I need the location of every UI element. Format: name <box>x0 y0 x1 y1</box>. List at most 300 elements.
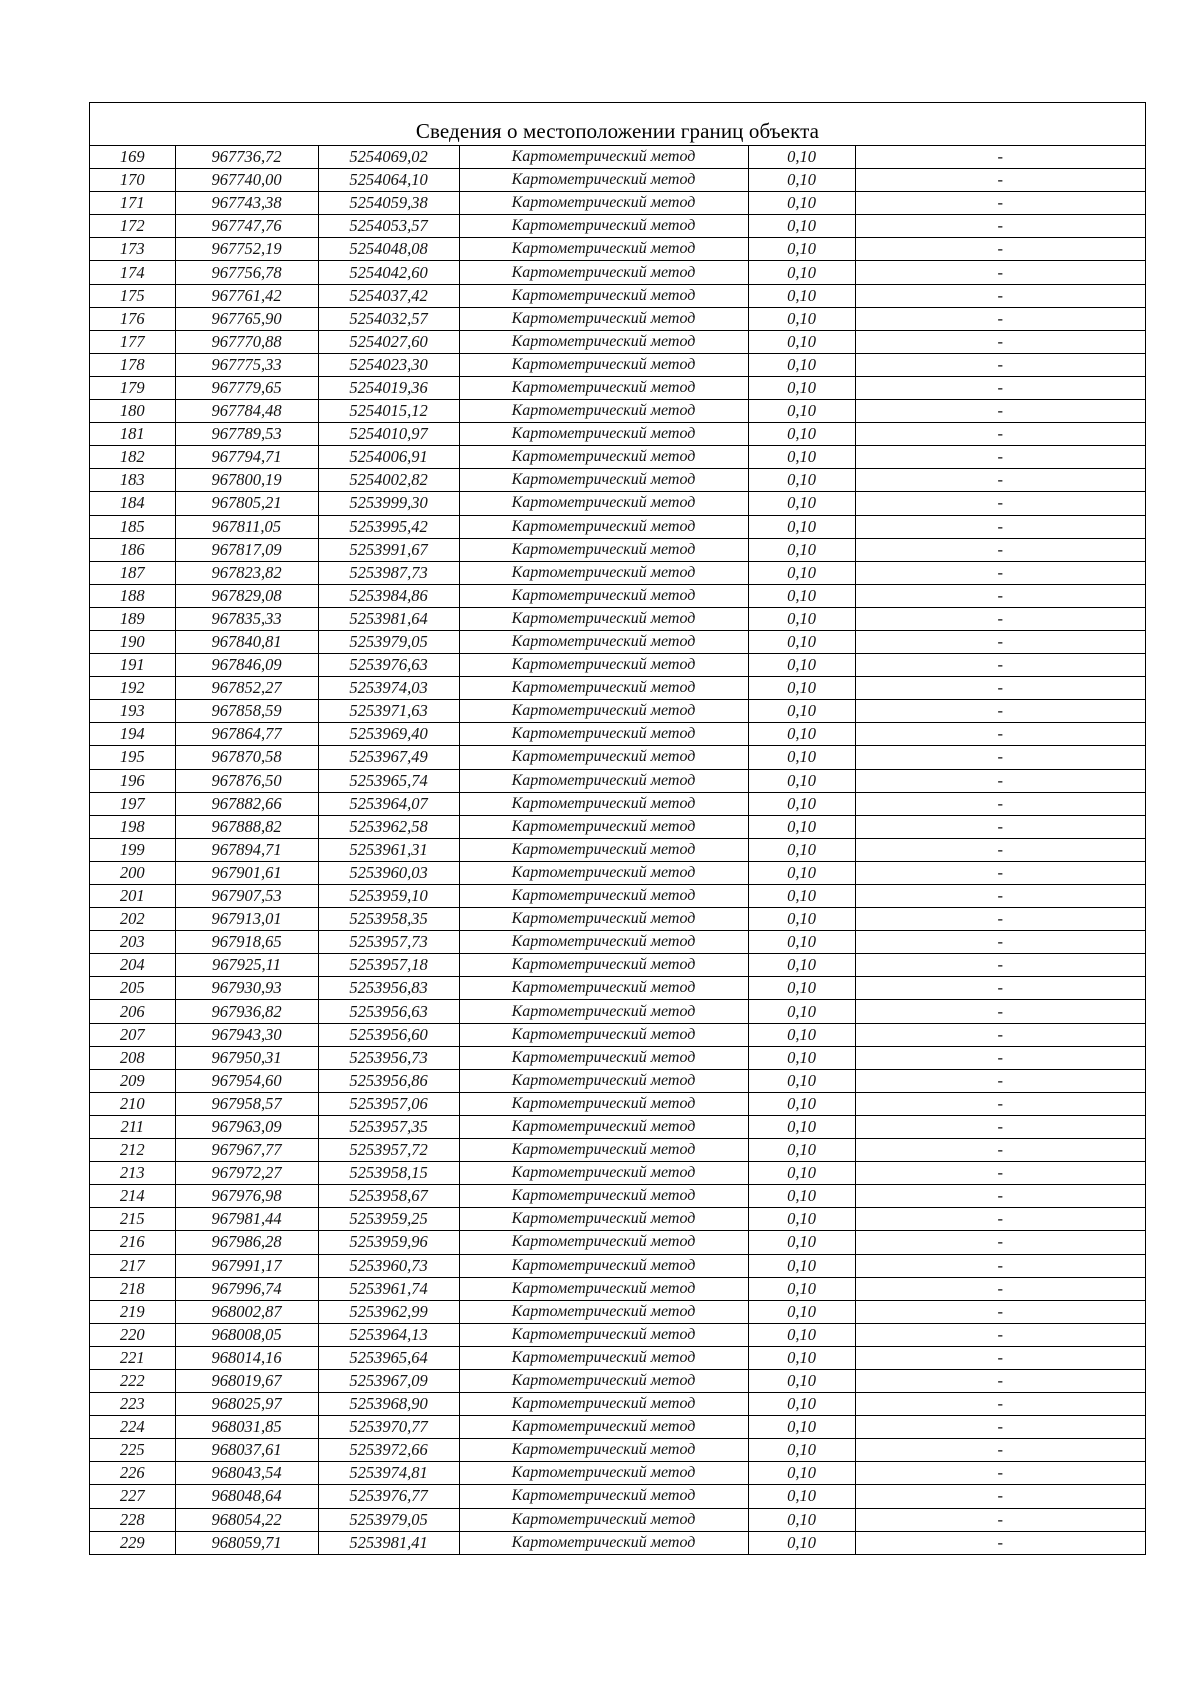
table-row <box>90 1277 1145 1300</box>
point-number-cell: 215 <box>90 1208 175 1231</box>
method-cell: Картометрический метод <box>459 769 748 792</box>
method-cell: Картометрический метод <box>459 792 748 815</box>
boundary-points-table <box>90 146 1145 1554</box>
accuracy-cell: 0,10 <box>748 1485 855 1508</box>
table-row <box>90 215 1145 238</box>
accuracy-cell: 0,10 <box>748 515 855 538</box>
y-coordinate-cell: 5253964,07 <box>318 792 459 815</box>
description-cell: - <box>855 792 1145 815</box>
method-cell: Картометрический метод <box>459 1023 748 1046</box>
point-number-cell: 178 <box>90 353 175 376</box>
x-coordinate-cell: 967740,00 <box>175 169 318 192</box>
accuracy-cell: 0,10 <box>748 376 855 399</box>
x-coordinate-cell: 968019,67 <box>175 1369 318 1392</box>
point-number-cell: 204 <box>90 954 175 977</box>
point-number-cell: 222 <box>90 1369 175 1392</box>
point-number-cell: 181 <box>90 423 175 446</box>
method-cell: Картометрический метод <box>459 330 748 353</box>
boundary-table-frame <box>89 102 1146 1555</box>
method-cell: Картометрический метод <box>459 723 748 746</box>
x-coordinate-cell: 967950,31 <box>175 1046 318 1069</box>
method-cell: Картометрический метод <box>459 400 748 423</box>
table-row <box>90 815 1145 838</box>
table-row <box>90 1162 1145 1185</box>
y-coordinate-cell: 5253971,63 <box>318 700 459 723</box>
method-cell: Картометрический метод <box>459 353 748 376</box>
point-number-cell: 188 <box>90 584 175 607</box>
table-row <box>90 1231 1145 1254</box>
point-number-cell: 191 <box>90 654 175 677</box>
description-cell: - <box>855 1300 1145 1323</box>
accuracy-cell: 0,10 <box>748 1508 855 1531</box>
description-cell: - <box>855 1208 1145 1231</box>
accuracy-cell: 0,10 <box>748 1416 855 1439</box>
method-cell: Картометрический метод <box>459 1369 748 1392</box>
y-coordinate-cell: 5253976,77 <box>318 1485 459 1508</box>
accuracy-cell: 0,10 <box>748 792 855 815</box>
table-body <box>90 146 1145 1554</box>
table-row <box>90 861 1145 884</box>
table-row <box>90 1208 1145 1231</box>
accuracy-cell: 0,10 <box>748 1369 855 1392</box>
y-coordinate-cell: 5253961,74 <box>318 1277 459 1300</box>
y-coordinate-cell: 5254019,36 <box>318 376 459 399</box>
point-number-cell: 200 <box>90 861 175 884</box>
method-cell: Картометрический метод <box>459 1323 748 1346</box>
table-row <box>90 353 1145 376</box>
point-number-cell: 219 <box>90 1300 175 1323</box>
y-coordinate-cell: 5253961,31 <box>318 838 459 861</box>
table-row <box>90 515 1145 538</box>
x-coordinate-cell: 967870,58 <box>175 746 318 769</box>
table-row <box>90 769 1145 792</box>
description-cell: - <box>855 700 1145 723</box>
table-row <box>90 1531 1145 1554</box>
accuracy-cell: 0,10 <box>748 1023 855 1046</box>
y-coordinate-cell: 5253965,74 <box>318 769 459 792</box>
method-cell: Картометрический метод <box>459 1046 748 1069</box>
description-cell: - <box>855 977 1145 1000</box>
x-coordinate-cell: 967794,71 <box>175 446 318 469</box>
description-cell: - <box>855 607 1145 630</box>
point-number-cell: 218 <box>90 1277 175 1300</box>
x-coordinate-cell: 967756,78 <box>175 261 318 284</box>
x-coordinate-cell: 967894,71 <box>175 838 318 861</box>
table-row <box>90 423 1145 446</box>
y-coordinate-cell: 5254006,91 <box>318 446 459 469</box>
table-row <box>90 954 1145 977</box>
table-row <box>90 723 1145 746</box>
method-cell: Картометрический метод <box>459 515 748 538</box>
x-coordinate-cell: 967743,38 <box>175 192 318 215</box>
accuracy-cell: 0,10 <box>748 1439 855 1462</box>
accuracy-cell: 0,10 <box>748 1046 855 1069</box>
point-number-cell: 209 <box>90 1069 175 1092</box>
x-coordinate-cell: 967996,74 <box>175 1277 318 1300</box>
table-row <box>90 654 1145 677</box>
point-number-cell: 184 <box>90 492 175 515</box>
accuracy-cell: 0,10 <box>748 677 855 700</box>
x-coordinate-cell: 967823,82 <box>175 561 318 584</box>
table-row <box>90 261 1145 284</box>
point-number-cell: 189 <box>90 607 175 630</box>
x-coordinate-cell: 967986,28 <box>175 1231 318 1254</box>
description-cell: - <box>997 1532 1003 1552</box>
x-coordinate-cell: 968002,87 <box>175 1300 318 1323</box>
point-number-cell: 205 <box>90 977 175 1000</box>
point-number-cell: 194 <box>90 723 175 746</box>
description-cell: - <box>855 584 1145 607</box>
point-number-cell: 196 <box>90 769 175 792</box>
x-coordinate-cell: 967752,19 <box>175 238 318 261</box>
description-cell: - <box>855 1069 1145 1092</box>
x-coordinate-cell: 968031,85 <box>175 1416 318 1439</box>
y-coordinate-cell: 5253956,83 <box>318 977 459 1000</box>
x-coordinate-cell: 967972,27 <box>175 1162 318 1185</box>
y-coordinate-cell: 5254053,57 <box>318 215 459 238</box>
description-cell: - <box>855 1162 1145 1185</box>
y-coordinate-cell: 5254037,42 <box>318 284 459 307</box>
x-coordinate-cell: 968014,16 <box>175 1346 318 1369</box>
accuracy-cell: 0,10 <box>748 492 855 515</box>
table-row <box>90 446 1145 469</box>
accuracy-cell: 0,10 <box>748 1254 855 1277</box>
method-cell: Картометрический метод <box>459 885 748 908</box>
table-row <box>90 908 1145 931</box>
table-row <box>90 307 1145 330</box>
y-coordinate-cell: 5253967,49 <box>318 746 459 769</box>
table-row <box>90 607 1145 630</box>
table-row <box>90 1092 1145 1115</box>
point-number-cell: 216 <box>90 1231 175 1254</box>
description-cell: - <box>855 954 1145 977</box>
description-cell: - <box>855 1092 1145 1115</box>
description-cell: - <box>855 1485 1145 1508</box>
x-coordinate-cell: 967930,93 <box>175 977 318 1000</box>
point-number-cell: 169 <box>90 146 175 169</box>
accuracy-cell: 0,10 <box>748 215 855 238</box>
point-number-cell: 229 <box>90 1531 175 1554</box>
y-coordinate-cell: 5253956,63 <box>318 1000 459 1023</box>
accuracy-cell: 0,10 <box>748 538 855 561</box>
y-coordinate-cell: 5253958,15 <box>318 1162 459 1185</box>
accuracy-cell: 0,10 <box>748 746 855 769</box>
method-cell: Картометрический метод <box>459 261 748 284</box>
table-row <box>90 1185 1145 1208</box>
method-cell: Картометрический метод <box>459 538 748 561</box>
table-row <box>90 792 1145 815</box>
accuracy-cell: 0,10 <box>748 169 855 192</box>
method-cell: Картометрический метод <box>459 1416 748 1439</box>
point-number-cell: 202 <box>90 908 175 931</box>
method-cell: Картометрический метод <box>459 1485 748 1508</box>
accuracy-cell: 0,10 <box>748 838 855 861</box>
accuracy-cell: 0,10 <box>748 885 855 908</box>
y-coordinate-cell: 5253958,35 <box>318 908 459 931</box>
method-cell: Картометрический метод <box>459 1115 748 1138</box>
accuracy-cell: 0,10 <box>748 1323 855 1346</box>
description-cell: - <box>855 1185 1145 1208</box>
method-cell: Картометрический метод <box>459 1346 748 1369</box>
method-cell: Картометрический метод <box>459 1277 748 1300</box>
description-cell: - <box>855 723 1145 746</box>
y-coordinate-cell: 5253956,86 <box>318 1069 459 1092</box>
description-cell: - <box>855 215 1145 238</box>
point-number-cell: 212 <box>90 1139 175 1162</box>
x-coordinate-cell: 967882,66 <box>175 792 318 815</box>
x-coordinate-cell: 968008,05 <box>175 1323 318 1346</box>
accuracy-cell: 0,10 <box>748 1208 855 1231</box>
table-row <box>90 931 1145 954</box>
y-coordinate-cell: 5253957,72 <box>318 1139 459 1162</box>
table-row <box>90 700 1145 723</box>
y-coordinate-cell: 5253956,60 <box>318 1023 459 1046</box>
point-number-cell: 186 <box>90 538 175 561</box>
accuracy-cell: 0,10 <box>748 400 855 423</box>
y-coordinate-cell: 5253964,13 <box>318 1323 459 1346</box>
x-coordinate-cell: 967876,50 <box>175 769 318 792</box>
point-number-cell: 220 <box>90 1323 175 1346</box>
accuracy-cell: 0,10 <box>748 815 855 838</box>
point-number-cell: 203 <box>90 931 175 954</box>
method-cell: Картометрический метод <box>459 1208 748 1231</box>
method-cell: Картометрический метод <box>459 954 748 977</box>
table-row <box>90 584 1145 607</box>
table-row <box>90 1139 1145 1162</box>
description-cell: - <box>855 538 1145 561</box>
x-coordinate-cell: 967829,08 <box>175 584 318 607</box>
accuracy-cell: 0,10 <box>748 1531 855 1554</box>
y-coordinate-cell: 5253962,58 <box>318 815 459 838</box>
y-coordinate-cell: 5254042,60 <box>318 261 459 284</box>
accuracy-cell: 0,10 <box>748 192 855 215</box>
description-cell: - <box>855 1023 1145 1046</box>
description-cell: - <box>855 446 1145 469</box>
method-cell: Картометрический метод <box>459 423 748 446</box>
point-number-cell: 201 <box>90 885 175 908</box>
description-cell: - <box>855 908 1145 931</box>
y-coordinate-cell: 5254002,82 <box>318 469 459 492</box>
accuracy-cell: 0,10 <box>748 769 855 792</box>
accuracy-cell: 0,10 <box>748 1277 855 1300</box>
description-cell: - <box>855 1277 1145 1300</box>
x-coordinate-cell: 967943,30 <box>175 1023 318 1046</box>
y-coordinate-cell: 5253959,96 <box>318 1231 459 1254</box>
x-coordinate-cell: 967765,90 <box>175 307 318 330</box>
table-row <box>90 1439 1145 1462</box>
method-cell: Картометрический метод <box>459 469 748 492</box>
point-number-cell: 193 <box>90 700 175 723</box>
y-coordinate-cell: 5253957,73 <box>318 931 459 954</box>
table-row <box>90 630 1145 653</box>
table-row <box>90 561 1145 584</box>
table-row <box>90 1323 1145 1346</box>
accuracy-cell: 0,10 <box>748 861 855 884</box>
y-coordinate-cell: 5254015,12 <box>318 400 459 423</box>
description-cell: - <box>855 769 1145 792</box>
x-coordinate-cell: 967981,44 <box>175 1208 318 1231</box>
accuracy-cell: 0,10 <box>748 238 855 261</box>
description-cell: - <box>855 561 1145 584</box>
description-cell: - <box>855 238 1145 261</box>
method-cell: Картометрический метод <box>459 1162 748 1185</box>
table-row <box>90 1115 1145 1138</box>
y-coordinate-cell: 5253967,09 <box>318 1369 459 1392</box>
x-coordinate-cell: 967846,09 <box>175 654 318 677</box>
method-cell: Картометрический метод <box>459 815 748 838</box>
point-number-cell: 225 <box>90 1439 175 1462</box>
description-cell: - <box>855 1000 1145 1023</box>
description-cell: - <box>855 1346 1145 1369</box>
description-cell: - <box>855 885 1145 908</box>
y-coordinate-cell: 5254064,10 <box>318 169 459 192</box>
x-coordinate-cell: 967800,19 <box>175 469 318 492</box>
table-row <box>90 1346 1145 1369</box>
y-coordinate-cell: 5254069,02 <box>318 146 459 169</box>
method-cell: Картометрический метод <box>459 1139 748 1162</box>
accuracy-cell: 0,10 <box>748 446 855 469</box>
accuracy-cell: 0,10 <box>748 1185 855 1208</box>
x-coordinate-cell: 967840,81 <box>175 630 318 653</box>
accuracy-cell: 0,10 <box>748 1000 855 1023</box>
accuracy-cell: 0,10 <box>748 1162 855 1185</box>
x-coordinate-cell: 967779,65 <box>175 376 318 399</box>
y-coordinate-cell: 5254027,60 <box>318 330 459 353</box>
table-row <box>90 400 1145 423</box>
point-number-cell: 195 <box>90 746 175 769</box>
x-coordinate-cell: 967963,09 <box>175 1115 318 1138</box>
table-row <box>90 1300 1145 1323</box>
accuracy-cell: 0,10 <box>748 654 855 677</box>
y-coordinate-cell: 5253956,73 <box>318 1046 459 1069</box>
description-cell: - <box>855 931 1145 954</box>
accuracy-cell: 0,10 <box>748 1346 855 1369</box>
description-cell: - <box>855 1439 1145 1462</box>
point-number-cell: 211 <box>90 1115 175 1138</box>
accuracy-cell: 0,10 <box>748 561 855 584</box>
y-coordinate-cell: 5253958,67 <box>318 1185 459 1208</box>
description-cell: - <box>855 838 1145 861</box>
x-coordinate-cell: 967936,82 <box>175 1000 318 1023</box>
point-number-cell: 172 <box>90 215 175 238</box>
x-coordinate-cell: 967789,53 <box>175 423 318 446</box>
method-cell: Картометрический метод <box>459 169 748 192</box>
point-number-cell: 207 <box>90 1023 175 1046</box>
y-coordinate-cell: 5253960,03 <box>318 861 459 884</box>
table-row <box>90 284 1145 307</box>
description-cell: - <box>855 192 1145 215</box>
accuracy-cell: 0,10 <box>748 607 855 630</box>
x-coordinate-cell: 968054,22 <box>175 1508 318 1531</box>
x-coordinate-cell: 967864,77 <box>175 723 318 746</box>
method-cell: Картометрический метод <box>459 1393 748 1416</box>
accuracy-cell: 0,10 <box>748 261 855 284</box>
description-cell: - <box>855 261 1145 284</box>
point-number-cell: 227 <box>90 1485 175 1508</box>
point-number-cell: 198 <box>90 815 175 838</box>
table-row <box>90 146 1145 169</box>
accuracy-cell: 0,10 <box>748 1092 855 1115</box>
method-cell: Картометрический метод <box>459 677 748 700</box>
y-coordinate-cell: 5254023,30 <box>318 353 459 376</box>
accuracy-cell: 0,10 <box>748 1069 855 1092</box>
description-cell: - <box>855 376 1145 399</box>
x-coordinate-cell: 967835,33 <box>175 607 318 630</box>
description-cell: - <box>855 746 1145 769</box>
x-coordinate-cell: 967907,53 <box>175 885 318 908</box>
y-coordinate-cell: 5253968,90 <box>318 1393 459 1416</box>
point-number-cell: 180 <box>90 400 175 423</box>
method-cell: Картометрический метод <box>459 561 748 584</box>
accuracy-cell: 0,10 <box>748 931 855 954</box>
description-cell: - <box>855 1231 1145 1254</box>
y-coordinate-cell: 5253976,63 <box>318 654 459 677</box>
accuracy-cell: 0,10 <box>748 1462 855 1485</box>
x-coordinate-cell: 967918,65 <box>175 931 318 954</box>
point-number-cell: 183 <box>90 469 175 492</box>
description-cell: - <box>855 400 1145 423</box>
x-coordinate-cell: 967967,77 <box>175 1139 318 1162</box>
description-cell: - <box>855 330 1145 353</box>
x-coordinate-cell: 967747,76 <box>175 215 318 238</box>
point-number-cell: 185 <box>90 515 175 538</box>
point-number-cell: 217 <box>90 1254 175 1277</box>
accuracy-cell: 0,10 <box>748 423 855 446</box>
accuracy-cell: 0,10 <box>748 353 855 376</box>
point-number-cell: 171 <box>90 192 175 215</box>
point-number-cell: 210 <box>90 1092 175 1115</box>
description-cell: - <box>855 1416 1145 1439</box>
accuracy-cell: 0,10 <box>748 1115 855 1138</box>
point-number-cell: 182 <box>90 446 175 469</box>
point-number-cell: 179 <box>90 376 175 399</box>
y-coordinate-cell: 5253957,35 <box>318 1115 459 1138</box>
y-coordinate-cell: 5254010,97 <box>318 423 459 446</box>
y-coordinate-cell: 5253969,40 <box>318 723 459 746</box>
table-row <box>90 238 1145 261</box>
description-cell: - <box>855 1046 1145 1069</box>
point-number-cell: 175 <box>90 284 175 307</box>
y-coordinate-cell: 5254059,38 <box>318 192 459 215</box>
method-cell: Картометрический метод <box>459 215 748 238</box>
description-cell: - <box>855 146 1145 169</box>
x-coordinate-cell: 967736,72 <box>175 146 318 169</box>
description-cell: - <box>855 677 1145 700</box>
x-coordinate-cell: 968048,64 <box>175 1485 318 1508</box>
description-cell: - <box>855 1139 1145 1162</box>
table-row <box>90 1416 1145 1439</box>
table-row <box>90 885 1145 908</box>
method-cell: Картометрический метод <box>459 861 748 884</box>
accuracy-cell: 0,10 <box>748 1393 855 1416</box>
y-coordinate-cell: 5253957,18 <box>318 954 459 977</box>
y-coordinate-cell: 5253970,77 <box>318 1416 459 1439</box>
y-coordinate-cell: 5253979,05 <box>318 1508 459 1531</box>
x-coordinate-cell: 967913,01 <box>175 908 318 931</box>
y-coordinate-cell: 5254032,57 <box>318 307 459 330</box>
y-coordinate-cell: 5253965,64 <box>318 1346 459 1369</box>
x-coordinate-cell: 968037,61 <box>175 1439 318 1462</box>
x-coordinate-cell: 968059,71 <box>175 1531 318 1554</box>
method-cell: Картометрический метод <box>459 1462 748 1485</box>
table-row <box>90 376 1145 399</box>
description-cell: - <box>855 169 1145 192</box>
method-cell: Картометрический метод <box>459 908 748 931</box>
table-row <box>90 677 1145 700</box>
accuracy-cell: 0,10 <box>748 284 855 307</box>
table-row <box>90 330 1145 353</box>
method-cell: Картометрический метод <box>459 700 748 723</box>
